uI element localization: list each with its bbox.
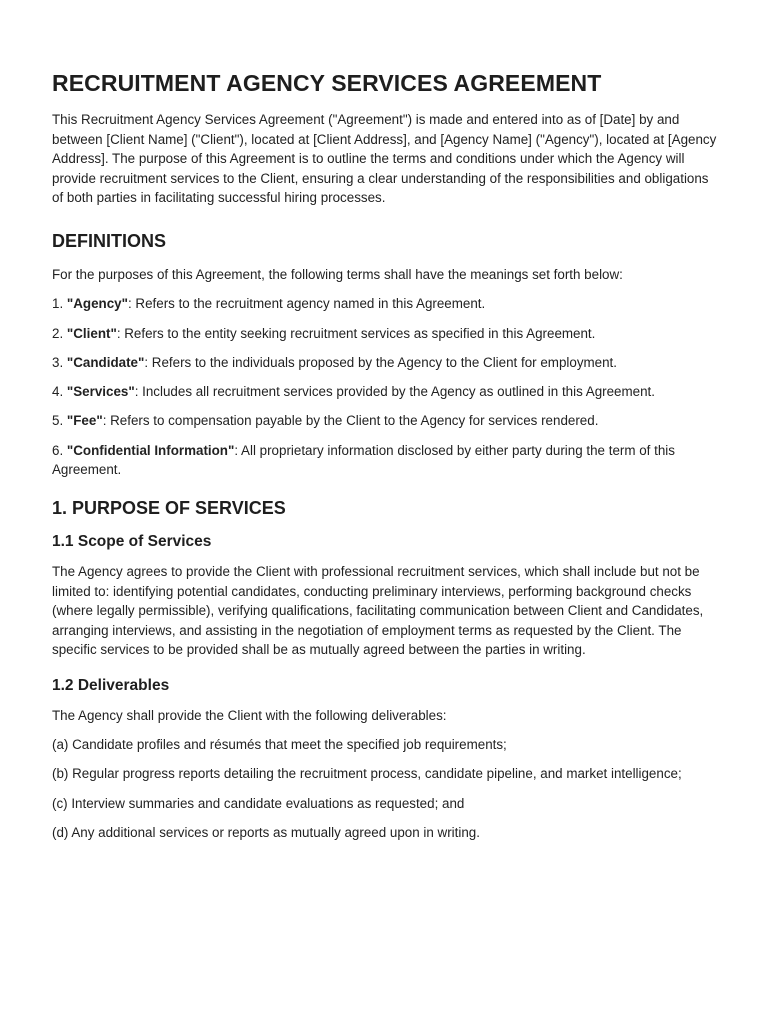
section-1-heading: 1. PURPOSE OF SERVICES [52,497,286,518]
definition-text: : Refers to the entity seeking recruitment services as specified in this Agreement. [116,325,596,341]
scope-of-services-paragraph: The Agency agrees to provide the Client with professional recruitment services, which shall include but not be limited to: identifying potential candidates, conducting preliminary interviews, performing background checks (where legally permissible), verifying qualifications, facilitating communication between Client and Candidates, arranging interviews, and assisting in the negotiation of employment terms as requested by the Client. The specific services to be provided shall be as mutually agreed between the parties in writing. [52,563,704,658]
definition-text: : All proprietary information disclosed by either party during the term of this Agreement. [52,442,675,478]
definition-text: : Refers to the recruitment agency named in this Agreement. [127,296,486,312]
definition-number: 1. [52,296,64,312]
definition-term: "Agency" [66,296,128,312]
definition-term: "Fee" [66,413,103,429]
definition-number: 5. [52,413,64,429]
scope-of-services-heading: 1.1 Scope of Services [52,532,212,550]
definitions-heading: DEFINITIONS [52,230,167,251]
definition-text: : Refers to compensation payable by the Client to the Agency for services rendered. [102,413,599,429]
deliverables-lead: The Agency shall provide the Client with the following deliverables: [52,707,447,723]
definition-term: "Candidate" [66,354,145,370]
definition-term: "Client" [66,325,117,341]
deliverable-item: (d) Any additional services or reports as mutually agreed upon in writing. [52,825,480,841]
definition-item [52,382,718,402]
definition-number: 2. [52,325,64,341]
deliverable-item: (b) Regular progress reports detailing the recruitment process, candidate pipeline, and market intelligence; [52,766,682,782]
definition-number: 4. [52,384,64,400]
intro-paragraph: This Recruitment Agency Services Agreement ("Agreement") is made and entered into as of [Date] by and between [Client Name] ("Client"), located at [Client Address], and [Agency Name] ("Agency"), located at [Agency Address]. The purpose of this Agreement is to outline the terms and conditions under which the Agency will provide recruitment services to the Client, ensuring a clear understanding of the responsibilities and obligations of both parties in facilitating successful hiring processes. [52,112,717,206]
definition-term: "Confidential Information" [66,442,235,458]
definition-term: "Services" [66,384,135,400]
definition-item [52,324,718,344]
definition-item [52,353,718,373]
definition-number: 6. [52,442,64,458]
definition-number: 3. [52,354,64,370]
definition-item [52,441,718,480]
document-title: RECRUITMENT AGENCY SERVICES AGREEMENT [52,70,602,96]
deliverable-item: (c) Interview summaries and candidate evaluations as requested; and [52,795,465,811]
deliverable-item: (a) Candidate profiles and résumés that meet the specified job requirements; [52,737,507,753]
definitions-lead: For the purposes of this Agreement, the following terms shall have the meanings set forth below: [52,266,623,282]
definition-item [52,294,718,314]
deliverables-heading: 1.2 Deliverables [52,676,170,694]
definition-text: : Includes all recruitment services provided by the Agency as outlined in this Agreement. [134,384,655,400]
definition-text: : Refers to the individuals proposed by the Agency to the Client for employment. [144,354,617,370]
definition-item [52,411,718,431]
